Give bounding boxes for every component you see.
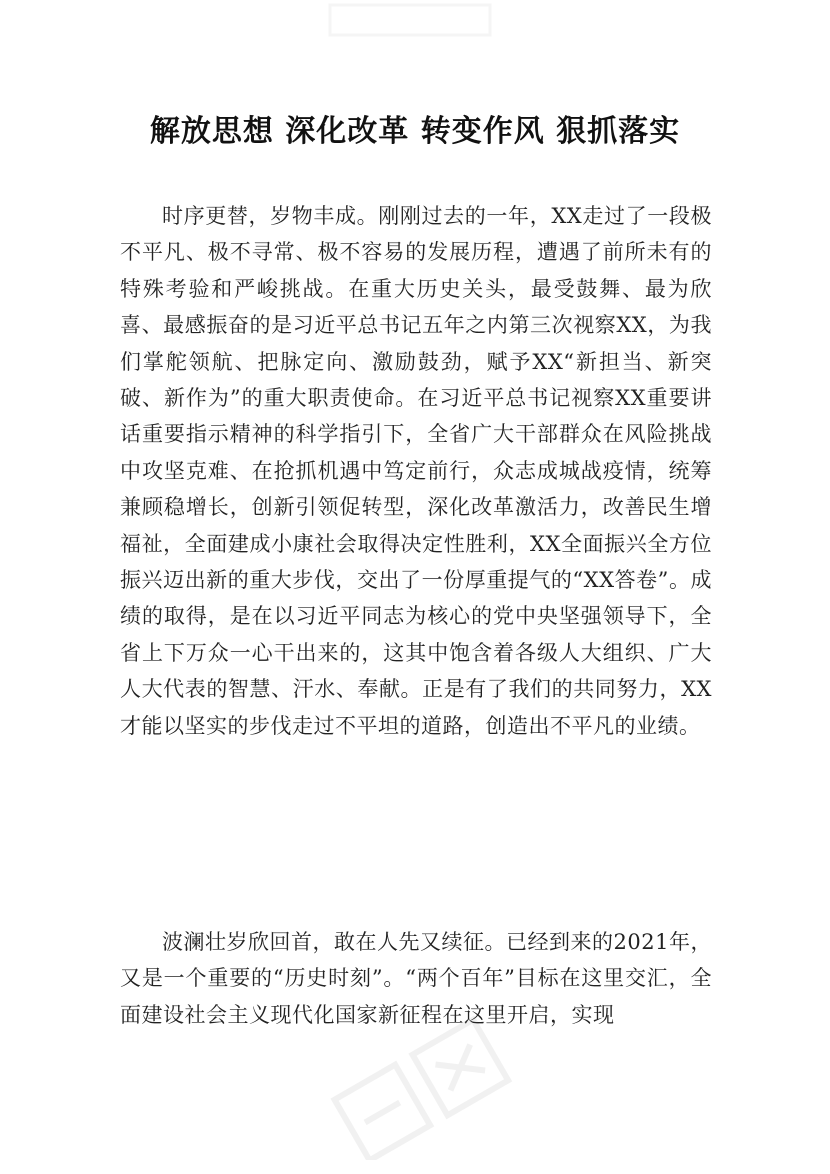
paragraph-1: 时序更替，岁物丰成。刚刚过去的一年，XX走过了一段极不平凡、极不寻常、极不容易的发展历程，遭遇了前所未有的特殊考验和严峻挑战。在重大历史关头，最受鼓舞、最为欣喜、最感振奋的是习近平总书记五年之内第三次视察XX，为我们掌舵领航、把脉定向、激励鼓劲，赋予XX“新担当、新突破、新作为”的重大职责使命。在习近平总书记视察XX重要讲话重要指示精神的科学指引下，全省广大干部群众在风险挑战中攻坚克难、在抢抓机遇中笃定前行，众志成城战疫情，统筹兼顾稳增长，创新引领促转型，深化改革激活力，改善民生增福祉，全面建成小康社会取得决定性胜利，XX全面振兴全方位振兴迈出新的重大步伐，交出了一份厚重提气的“XX答卷”。成绩的取得，是在以习近平同志为核心的党中央坚强领导下，全省上下万众一心干出来的，这其中饱含着各级人大组织、广大人大代表的智慧、汗水、奉献。正是有了我们的共同努力，XX才能以坚实的步伐走过不平坦的道路，创造出不平凡的业绩。	[120, 204, 712, 738]
watermark-top	[320, 0, 500, 40]
paragraph-2: 波澜壮岁欣回首，敢在人先又续征。已经到来的2021年，又是一个重要的“历史时刻”。“两个百年”目标在这里交汇，全面建设社会主义现代化国家新征程在这里开启，实现	[120, 930, 712, 1027]
document-title: 解放思想 深化改革 转变作风 狠抓落实	[149, 114, 681, 149]
